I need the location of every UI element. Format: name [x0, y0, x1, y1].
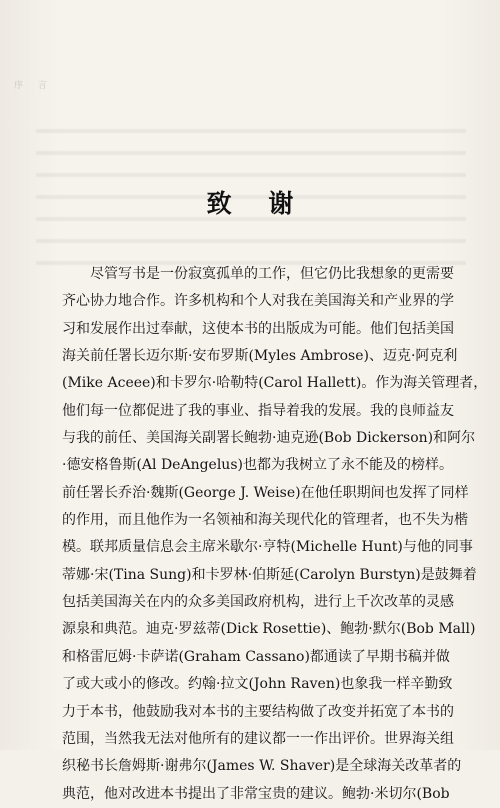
body-line: 的作用，而且他作为一名领袖和海关现代化的管理者，也不失为楷: [62, 512, 468, 529]
page-title: 致 谢: [206, 189, 308, 218]
running-header: 序 言: [14, 81, 53, 91]
body-line: 蒂娜·宋(Tina Sung)和卡罗林·伯斯延(Carolyn Burstyn)是鼓舞着: [62, 566, 477, 583]
body-line: 模。联邦质量信息会主席米歇尔·亨特(Michelle Hunt)与他的同事: [62, 539, 473, 556]
body-line: 海关前任署长迈尔斯·安布罗斯(Myles Ambrose)、迈克·阿克利: [62, 348, 458, 365]
body-line: 习和发展作出过奉献，这使本书的出版成为可能。他们包括美国: [62, 320, 454, 337]
body-line: 典范，他对改进本书提出了非常宝贵的建议。鲍勃·米切尔(Bob: [62, 785, 450, 802]
body-line: 织秘书长詹姆斯·谢弗尔(James W. Shaver)是全球海关改革者的: [62, 758, 462, 775]
body-line: 齐心协力地合作。许多机构和个人对我在美国海关和产业界的学: [62, 293, 454, 310]
body-line: 包括美国海关在内的众多美国政府机构，进行上千次改革的灵感: [62, 594, 454, 611]
body-line: 尽管写书是一份寂寞孤单的工作，但它仍比我想象的更需要: [90, 266, 454, 282]
body-line: 与我的前任、美国海关副署长鲍勃·迪克逊(Bob Dickerson)和阿尔: [62, 430, 476, 447]
body-line: 了或大或小的修改。约翰·拉文(John Raven)也象我一样辛勤致: [62, 676, 453, 693]
body-line: 和格雷厄姆·卡萨诺(Graham Cassano)都通读了早期书稿并做: [62, 648, 450, 665]
body-line: ·德安格鲁斯(Al DeAngelus)也都为我树立了永不能及的榜样。: [62, 457, 453, 474]
body-line: 他们每一位都促进了我的事业、指导着我的发展。我的良师益友: [62, 402, 454, 419]
body-line: 前任署长乔治·魏斯(George J. Weise)在他任职期间也发挥了同样: [62, 484, 469, 501]
body-line: (Mike Aceee)和卡罗尔·哈勒特(Carol Hallett)。作为海关管理者，: [62, 375, 488, 392]
body-line: 源泉和典范。迪克·罗兹蒂(Dick Rosettie)、鲍勃·默尔(Bob Mall): [62, 621, 476, 638]
body-line: 范围，当然我无法对他所有的建议都一一作出评价。世界海关组: [62, 730, 454, 747]
body-line: 力于本书，他鼓励我对本书的主要结构做了改变并拓宽了本书的: [62, 703, 454, 720]
acknowledgements-body: [62, 261, 488, 808]
